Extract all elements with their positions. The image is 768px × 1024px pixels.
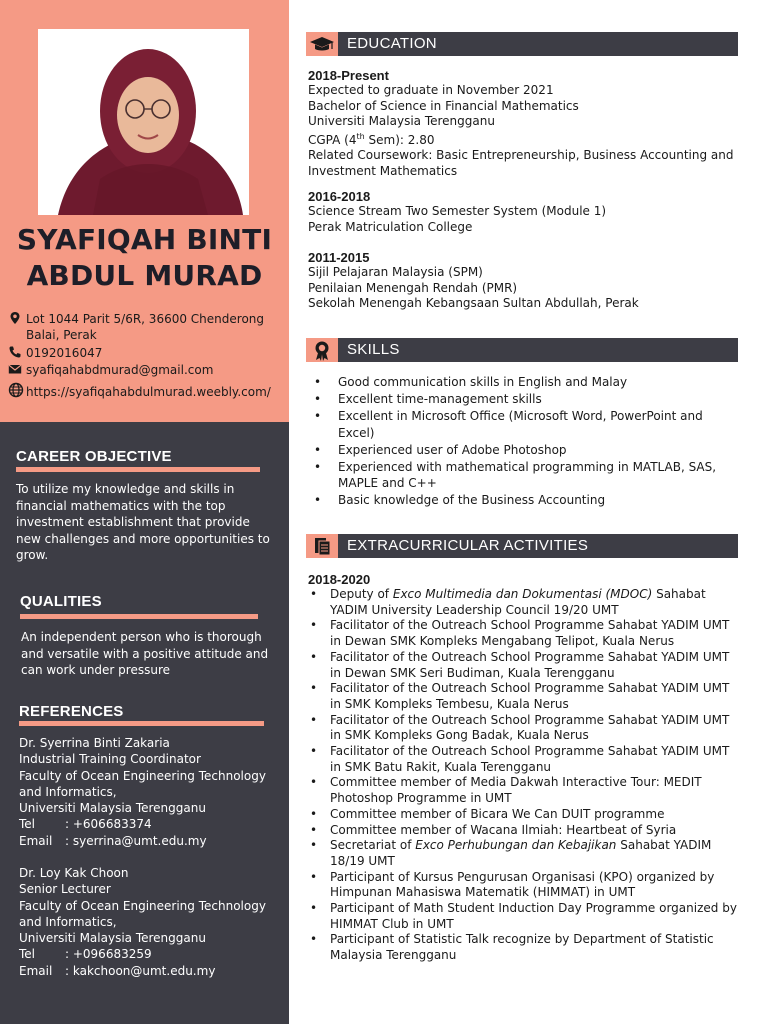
- list-item: [308, 807, 740, 823]
- list-item: • Experienced user of Adobe Photoshop: [312, 442, 732, 459]
- reference-tel: [19, 816, 279, 832]
- phone: [8, 345, 102, 361]
- list-item-text: Committee member of Bicara We Can DUIT programme: [330, 806, 665, 821]
- extracurricular-title: EXTRACURRICULAR ACTIVITIES: [347, 537, 589, 554]
- list-item: [308, 713, 740, 744]
- website-link[interactable]: https://syafiqahabdulmurad.weebly.com/: [26, 385, 271, 399]
- education-line: Sijil Pelajaran Malaysia (SPM): [308, 265, 483, 280]
- reference-faculty-cont: and Informatics,: [19, 784, 117, 799]
- reference-position: Industrial Training Coordinator: [19, 752, 201, 767]
- list-item: [308, 681, 740, 712]
- career-objective-text: To utilize my knowledge and skills in financial mathematics with the top investment establishment that provide new challenges and more opportunities to grow.: [16, 482, 270, 562]
- list-item: [308, 650, 740, 681]
- list-item-text: Sahabat YADIM 18/19 UMT: [330, 838, 712, 868]
- reference-1: [19, 735, 279, 849]
- profile-photo: [38, 29, 249, 215]
- reference-faculty: Faculty of Ocean Engineering Technology: [19, 898, 266, 913]
- list-item-text: Facilitator of the Outreach School Programme Sahabat YADIM UMT in Dewan SMK Kompleks Mengabang Telipot, Kuala Nerus: [330, 618, 730, 649]
- list-item: [308, 587, 740, 618]
- list-item-text: Participant of Math Student Induction Day Programme organized by HIMMAT Club in UMT: [330, 901, 737, 931]
- list-item-text: Deputy of: [330, 587, 393, 601]
- list-item: [308, 870, 740, 901]
- email-value[interactable]: : syerrina@umt.edu.my: [65, 833, 207, 848]
- list-item: • Excellent time-management skills: [312, 391, 732, 408]
- address-line-1: Lot 1044 Parit 5/6R, 36600 Chenderong: [26, 312, 265, 326]
- list-item-text: Committee member of Wacana Ilmiah: Heartbeat of Syria: [330, 822, 677, 837]
- reference-university: Universiti Malaysia Terengganu: [19, 931, 206, 946]
- education-years: 2011-2015: [308, 250, 370, 265]
- education-cgpa: CGPA (4th Sem): 2.80: [308, 132, 435, 148]
- list-item: • Excellent in Microsoft Office (Microsoft Word, PowerPoint and Excel): [312, 408, 732, 441]
- email-link[interactable]: syafiqahabdmurad@gmail.com: [26, 363, 214, 377]
- list-item-text: Facilitator of the Outreach School Programme Sahabat YADIM UMT in SMK Batu Rakit, Kuala Terengganu: [330, 744, 730, 774]
- list-item: [308, 744, 740, 775]
- references-heading: REFERENCES: [19, 703, 124, 720]
- reference-faculty-cont: and Informatics,: [19, 914, 117, 929]
- location-pin-icon: [8, 311, 22, 325]
- reference-name: Dr. Syerrina Binti Zakaria: [19, 736, 170, 750]
- list-item-text: Facilitator of the Outreach School Programme Sahabat YADIM UMT in SMK Kompleks Gong Badak, Kuala Nerus: [330, 712, 730, 743]
- reference-email: [19, 833, 279, 849]
- list-item: • Experienced with mathematical programming in MATLAB, SAS, MAPLE and C++: [312, 459, 732, 492]
- list-item: • Good communication skills in English and Malay: [312, 374, 732, 391]
- email-label: Email: [19, 963, 53, 978]
- education-entry-3: [308, 250, 740, 311]
- name-line-1: SYAFIQAH BINTI: [16, 223, 273, 256]
- skills-list: [312, 374, 732, 509]
- education-line: Bachelor of Science in Financial Mathematics: [308, 98, 579, 113]
- email: [8, 362, 213, 378]
- reference-university: Universiti Malaysia Terengganu: [19, 801, 206, 816]
- reference-tel: [19, 946, 279, 962]
- qualities-heading: QUALITIES: [20, 593, 102, 610]
- education-entry-2: [308, 189, 740, 235]
- extracurricular-header: [306, 534, 738, 558]
- education-line: Science Stream Two Semester System (Module 1): [308, 204, 607, 219]
- education-years: 2018-Present: [308, 68, 389, 83]
- list-item-text: Facilitator of the Outreach School Programme Sahabat YADIM UMT in Dewan SMK Seri Budiman, Kuala Terengganu: [330, 649, 730, 680]
- candidate-name: [0, 222, 289, 294]
- extracurricular-list: [308, 587, 740, 964]
- phone-icon: [8, 345, 22, 359]
- education-line: Sekolah Menengah Kebangsaan Sultan Abdullah, Perak: [308, 295, 639, 310]
- list-item: [308, 775, 740, 806]
- references-underline: [19, 721, 264, 726]
- career-objective-underline: [16, 467, 260, 472]
- phone-number: 0192016047: [26, 346, 103, 360]
- education-line: Expected to graduate in November 2021: [308, 83, 554, 98]
- address: [8, 311, 283, 343]
- education-line: Investment Mathematics: [308, 163, 458, 178]
- education-entry-1: [308, 68, 740, 179]
- list-item: [308, 932, 740, 963]
- address-line-2: Balai, Perak: [26, 328, 97, 342]
- tel-value: : +096683259: [65, 947, 152, 962]
- list-item: [308, 823, 740, 839]
- list-item-text: Participant of Kursus Pengurusan Organisasi (KPO) organized by Himpunan Mahasiswa Matematik (HIMMAT) in UMT: [330, 869, 715, 900]
- qualities-text: An independent person who is thorough and versatile with a positive attitude and can work under pressure: [21, 630, 269, 677]
- name-line-2: ABDUL MURAD: [26, 259, 263, 292]
- list-item: [308, 838, 740, 869]
- documents-icon: [306, 534, 338, 558]
- skills-title: SKILLS: [347, 341, 400, 358]
- list-item: [308, 618, 740, 649]
- email-label: Email: [19, 833, 53, 848]
- globe-icon: [8, 382, 22, 396]
- education-header: [306, 32, 738, 56]
- qualities-underline: [20, 614, 258, 619]
- envelope-icon: [8, 362, 22, 376]
- reference-2: [19, 865, 279, 979]
- website: [8, 382, 271, 400]
- education-line: Related Coursework: Basic Entrepreneurship, Business Accounting and: [308, 148, 734, 163]
- skills-header: [306, 338, 738, 362]
- email-value[interactable]: : kakchoon@umt.edu.my: [65, 963, 216, 978]
- list-item: [308, 901, 740, 932]
- list-item-text: Participant of Statistic Talk recognize by Department of Statistic Malaysia Terengganu: [330, 932, 714, 963]
- reference-position: Senior Lecturer: [19, 882, 111, 897]
- tel-value: : +606683374: [65, 817, 152, 832]
- list-item-emphasis: Exco Multimedia dan Dokumentasi (MDOC): [392, 587, 653, 601]
- reference-email: [19, 963, 279, 979]
- list-item: • Basic knowledge of the Business Accounting: [312, 492, 732, 509]
- graduation-cap-icon: [306, 32, 338, 56]
- list-item-text: Sahabat YADIM University Leadership Council 19/20 UMT: [330, 587, 706, 617]
- education-years: 2016-2018: [308, 189, 371, 204]
- education-title: EDUCATION: [347, 35, 437, 52]
- reference-name: Dr. Loy Kak Choon: [19, 866, 129, 880]
- list-item-text: Committee member of Media Dakwah Interactive Tour: MEDIT Photoshop Programme in UMT: [330, 775, 702, 806]
- list-item-text: Secretariat of: [330, 838, 416, 853]
- reference-faculty: Faculty of Ocean Engineering Technology: [19, 768, 266, 783]
- tel-label: Tel: [19, 817, 36, 832]
- extracurricular-years: 2018-2020: [308, 572, 371, 587]
- award-badge-icon: [306, 338, 338, 362]
- list-item-emphasis: Exco Perhubungan dan Kebajikan: [415, 838, 617, 853]
- education-line: Universiti Malaysia Terengganu: [308, 113, 495, 128]
- tel-label: Tel: [19, 947, 36, 962]
- education-line: Penilaian Menengah Rendah (PMR): [308, 280, 518, 295]
- education-line: Perak Matriculation College: [308, 219, 473, 234]
- career-objective-heading: CAREER OBJECTIVE: [16, 448, 172, 465]
- list-item-text: Facilitator of the Outreach School Programme Sahabat YADIM UMT in SMK Kompleks Tembesu, Kuala Nerus: [330, 681, 730, 711]
